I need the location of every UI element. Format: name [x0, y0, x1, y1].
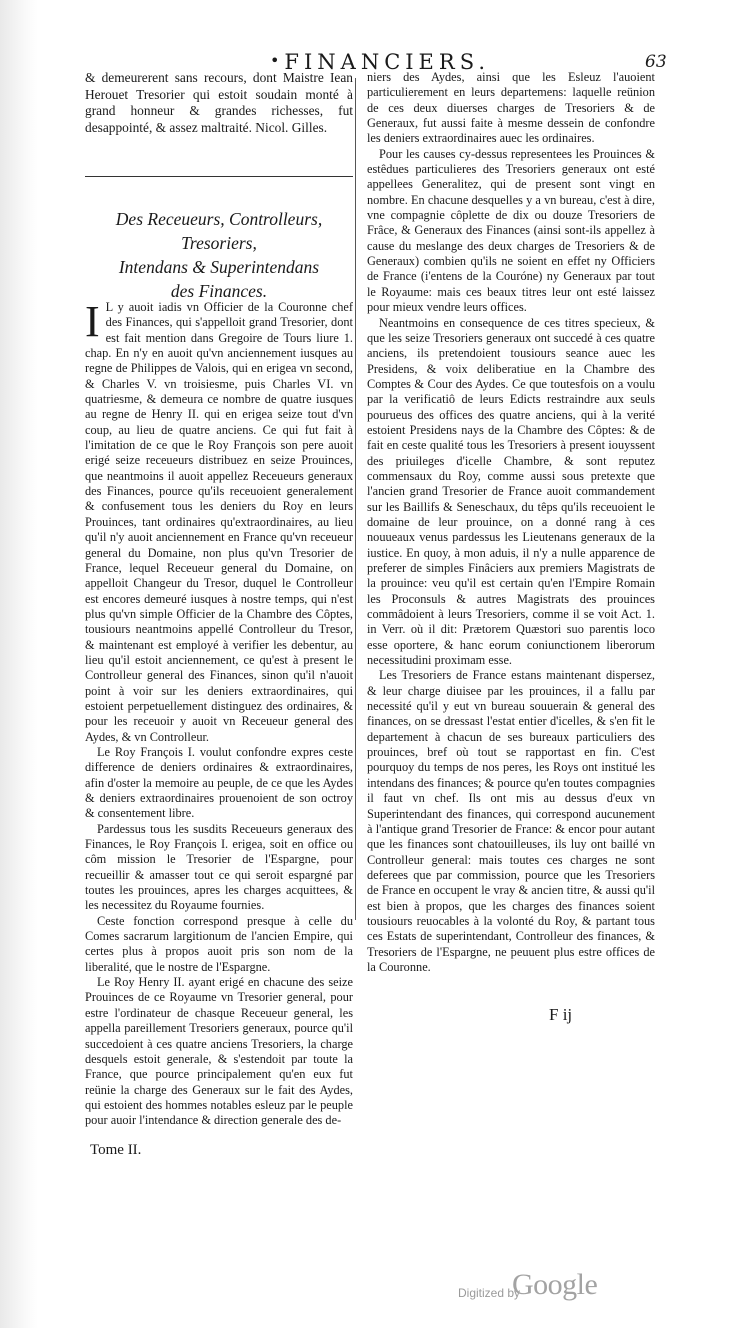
- page-gutter-shadow: [0, 0, 38, 1328]
- digitized-by-label: Digitized by: [458, 1286, 521, 1300]
- body-paragraph-1-text: L y auoit iadis vn Officier de la Couronne chef des Finances, qui s'appelloit grand Tresorier, dont est fait mention dans Gregoire de Tours liure 1. chap. En n'y en auoit qu'vn anciennement iusques au regne de Philippes de Valois, qui en erigea vn second, & Charles V. vn troisiesme, puis Charles VI. vn quatriesme, & demeura ce nombre de quatre iusques au regne de Henry II. qui en erigea seize tout d'vn coup, au lieu de quatre anciens. Ce qui fut fait à l'imitation de ce que le Roy François son pere auoit erigé seize receueurs distribuez en seize Prouinces, que neantmoins il auoit appellez Receueurs generaux des Finances, pource qu'ils receuoient generalement & confusement tous les deniers du Roy en leurs Prouinces, tant ordinaires qu'extraordinaires, au lieu qu'il n'y auoit anciennement en France qu'vn receueur general du Domaine, non plus qu'vn Tresorier de France, lequel Receueur general du Domaine, on appelloit Changeur du Tresor, duquel le Controlleur est encores demeuré iusques à nostre temps, qui n'est plus qu'vn simple Officier de la Chambre des Côptes, tousiours neantmoins appellé Controlleur du Tresor, & maintenant est employé à verifier les debentur, au lieu qu'il estoit anciennement, ce qu'est à present le Controlleur general des Finances, sinon qu'il n'auoit point à voir sur les deniers extraordinaires, qui estoient perpetuellement distinguez des ordinaires, & pour les receuoir y auoit vn Receueur general des Aydes, & vn Controlleur.: [85, 300, 353, 744]
- body-paragraph-5: Le Roy Henry II. ayant erigé en chacune des seize Prouinces de ce Royaume vn Tresorier general, pour estre l'ordinateur de chasque Receueur general, les appella pareillement Tresoriers generaux, pource qu'il succedoient à ces quatre anciens Tresoriers, la charge desquels estoit generale, & s'estendoit par toute la France, que pource principalement qu'en eux fut reünie la charge des Generaux sur le fait des Aydes, qui estoient des hommes notables esleuz par le peuple pour auoir l'intendance & direction generale des de-: [85, 975, 353, 1128]
- google-watermark-logo: Google: [512, 1268, 598, 1301]
- right-paragraph-3: Neantmoins en consequence de ces titres specieux, & que les seize Tresoriers generaux ont succedé à ces quatre anciens, ils pretendoient tousiours seance auec les Presidens, & voix deliberatiue en la Chambre des Comptes & Cour des Aydes. Ce que toutesfois on a voulu par la verificatiô de leurs Edicts restraindre aux seuls pourueus des offices des quatre anciens, qui à la verité estoient Presidens nays de la Chambre des Côptes: & de fait en ceste qualité tous les Tresoriers à present iouyssent des priuileges d'icelle Chambre, & sont reputez commensaux du Roy, comme aussi sous pretexte que l'ancien grand Tresorier de France auoit commandement sur les Baillifs & Seneschaux, du têps qu'ils receuoient le domaine de leur prouince, on a donné rang à ces nouueaux venus pardessus les Lieutenans generaux de la iustice. En quoy, à mon aduis, il n'y a nulle apparence de preferer de simples Finâciers aux premiers Magistrats de la prouince: veu qu'il est certain qu'en l'Empire Romain les Proconsuls & autres Magistrats des prouinces commâdoient à leurs Tresoriers, comme il se voit Act. 1. in Verr. où il dit: Prætorem Quæstori suo parentis loco esse oportere, & hanc eorum coniunctionem liberorum necessitudini proximam esse.: [367, 315, 655, 668]
- right-column-body: [367, 70, 655, 975]
- body-paragraph-1: [85, 297, 353, 745]
- page-number: 63: [645, 52, 667, 72]
- right-paragraph-1: niers des Aydes, ainsi que les Esleuz l'auoient particulierement en leurs departemens: laquelle reünion de ces deux diuerses charges de Tresoriers & de Generaux, fut aussi faite à mesme dessein de confondre les deniers extraordinaires auec les ordinaires.: [367, 70, 655, 146]
- section-rule: [85, 176, 353, 177]
- running-header-title: FINANCIERS.: [284, 50, 491, 74]
- printer-signature-mark: F ij: [549, 1005, 573, 1024]
- volume-signature: Tome II.: [90, 1142, 142, 1158]
- section-title: [85, 207, 353, 303]
- body-paragraph-3: Pardessus tous les susdits Receueurs generaux des Finances, le Roy François I. erigea, soit en office ou côm mission le Tresorier de l'Espargne, pour recueillir & amasser tout ce qui seroit espargné par toutes les prouinces, apres les charges acquittees, & les necessitez du Royaume fournies.: [85, 821, 353, 913]
- column-divider: [355, 78, 356, 920]
- body-paragraph-4: Ceste fonction correspond presque à celle du Comes sacrarum largitionum de l'ancien Empire, qui certes plus à propos auoit pris son nom de la liberalité, que le nostre de l'Espargne.: [85, 913, 353, 974]
- right-paragraph-4: Les Tresoriers de France estans maintenant dispersez, & leur charge diuisee par les prouinces, il a fallu par necessité qu'il y eut vn bureau souuerain & general des finances, on se dressast l'estat entier d'icelles, & s'en fit le departement à chacun de ses bureaux particuliers des prouinces, bref où tout se rapportast en fin. C'est pourquoy du temps de nos peres, les Roys ont institué les intendans des finances; & pource qu'en toutes compagnies il faut vn chef. Ils ont mis au dessus d'eux vn Superintendant des finances, qui correspond aucunement à l'antique grand Tresorier de France: & encor pour autant que les finances sont chatouilleuses, ils luy ont baillé vn Controlleur general: mais toutes ces charges ne sont deferees que par commission, pource que les Tresoriers de France en occupent le vray & ancien titre, & aussi qu'il est bien à propos, que les charges des finances soient tousiours reuocables à la volonté du Roy, & partant tous ces Estats de superintendant, Controlleur des finances, & Tresoriers de l'Espargne, ne peuuent plus estre offices de la Couronne.: [367, 668, 655, 974]
- body-paragraph-2: Le Roy François I. voulut confondre expres ceste difference de deniers ordinaires & extraordinaires, afin d'oster la memoire au peuple, de ce que les Aydes & deniers extraordinaires prouenoient de son octroy & consentement libre.: [85, 744, 353, 821]
- header-ornament-dot: •: [269, 51, 285, 70]
- continuation-paragraph: & demeurerent sans recours, dont Maistre Iean Herouet Tresorier qui estoit soudain monté à grand honneur & grandes richesses, fut desappointé, & assez maltraité. Nicol. Gilles.: [85, 70, 353, 135]
- section-title-line-2: Intendans & Superintendans: [118, 257, 320, 277]
- left-column-body: [85, 297, 353, 1129]
- section-title-line-1: Des Receueurs, Controlleurs, Tresoriers,: [115, 209, 323, 253]
- left-column-continuation: [85, 70, 353, 136]
- section-title-line-3: des Finances.: [170, 281, 268, 301]
- right-paragraph-2: Pour les causes cy-dessus representees les Prouinces & estêdues particulieres des Tresoriers generaux ont esté appellees Generalitez, qui de present sont vingt en nombre. En chacune desquelles y a vn bureau, c'est à dire, vne compagnie côplette de dix ou douze Tresoriers de Frâce, & Generaux des Finances (ainsi sont-ils appellez à cause du meslange des deux charges de Tresoriers & de Generaux) combien qu'ils ne soient en effet ny Officiers de France (i'entens de la Couróne) ny Generaux par tout le Royaume: mais ces beaux titres leur ont esté laissez pour mieux vendre leurs offices.: [367, 146, 655, 315]
- drop-cap: I: [85, 297, 100, 346]
